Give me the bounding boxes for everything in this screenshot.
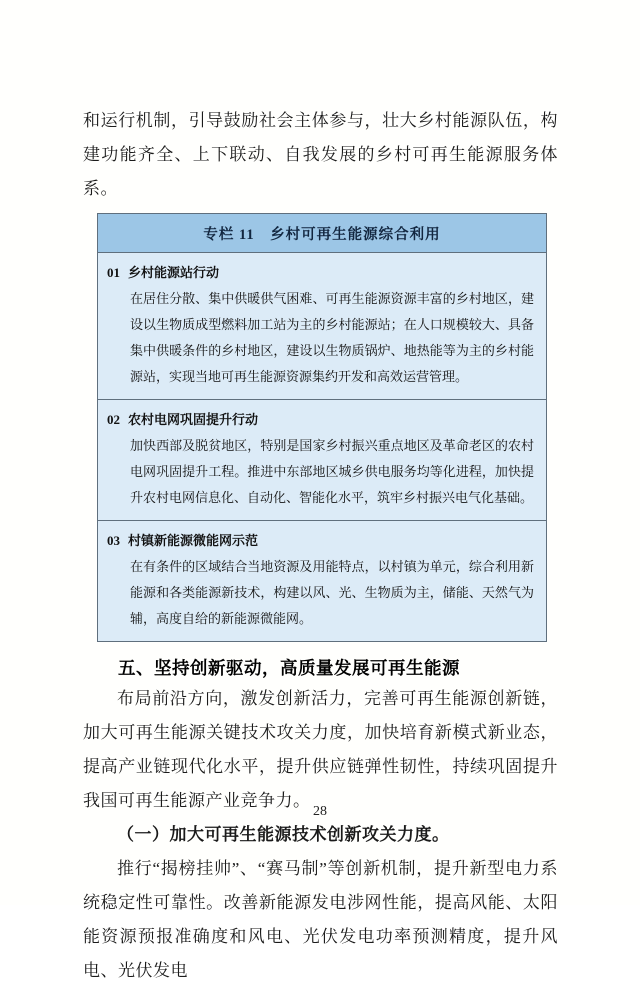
page-number: 28 <box>313 804 327 819</box>
callout-section-1-title: 乡村能源站行动 <box>128 265 220 280</box>
callout-section-3-body: 在有条件的区域结合当地资源及用能特点，以村镇为单元，综合利用新能源和各类能源新技术，构建以风、光、生物质为主，储能、天然气为辅，高度自给的新能源微能网。 <box>130 559 534 626</box>
callout-section-3-number: 03 <box>107 533 120 548</box>
paragraph-mechanism: 推行“揭榜挂帅”、“赛马制”等创新机制，提升新型电力系统稳定性可靠性。改善新能源发电涉网性能，提高风能、太阳能资源预报准确度和风电、光伏发电功率预测精度，提升风电、光伏发电 <box>83 859 558 980</box>
callout-section-2-title: 农村电网巩固提升行动 <box>128 412 259 427</box>
callout-box-title: 专栏 11 乡村可再生能源综合利用 <box>98 214 546 253</box>
callout-section-2-number: 02 <box>107 412 120 427</box>
callout-section-3-heading <box>107 528 534 554</box>
callout-section-3 <box>98 520 546 641</box>
callout-section-1-heading <box>107 260 534 286</box>
callout-section-2 <box>98 399 546 520</box>
callout-section-1-body: 在居住分散、集中供暖供气困难、可再生能源资源丰富的乡村地区，建设以生物质成型燃料加工站为主的乡村能源站；在人口规模较大、具备集中供暖条件的乡村地区，建设以生物质锅炉、地热能等为主的乡村能源站，实现当地可再生能源资源集约开发和高效运营管理。 <box>130 291 534 384</box>
callout-section-1-number: 01 <box>107 265 120 280</box>
callout-section-3-title: 村镇新能源微能网示范 <box>128 533 259 548</box>
intro-paragraph: 和运行机制，引导鼓励社会主体参与，壮大乡村能源队伍，构建功能齐全、上下联动、自我发展的乡村可再生能源服务体系。 <box>83 111 558 198</box>
callout-section-2-heading <box>107 407 534 433</box>
page-content <box>83 104 558 988</box>
callout-box <box>97 213 547 642</box>
subsection-heading: （一）加大可再生能源技术创新攻关力度。 <box>117 825 450 844</box>
callout-section-1 <box>98 253 546 399</box>
section-heading: 五、坚持创新驱动，高质量发展可再生能源 <box>118 658 460 678</box>
paragraph-innovation: 布局前沿方向，激发创新活力，完善可再生能源创新链，加大可再生能源关键技术攻关力度，加快培育新模式新业态，提高产业链现代化水平，提升供应链弹性韧性，持续巩固提升我国可再生能源产业竞争力。 <box>83 689 558 810</box>
callout-section-2-body: 加快西部及脱贫地区，特别是国家乡村振兴重点地区及革命老区的农村电网巩固提升工程。推进中东部地区城乡供电服务均等化进程，加快提升农村电网信息化、自动化、智能化水平，筑牢乡村振兴电气化基础。 <box>130 438 534 505</box>
